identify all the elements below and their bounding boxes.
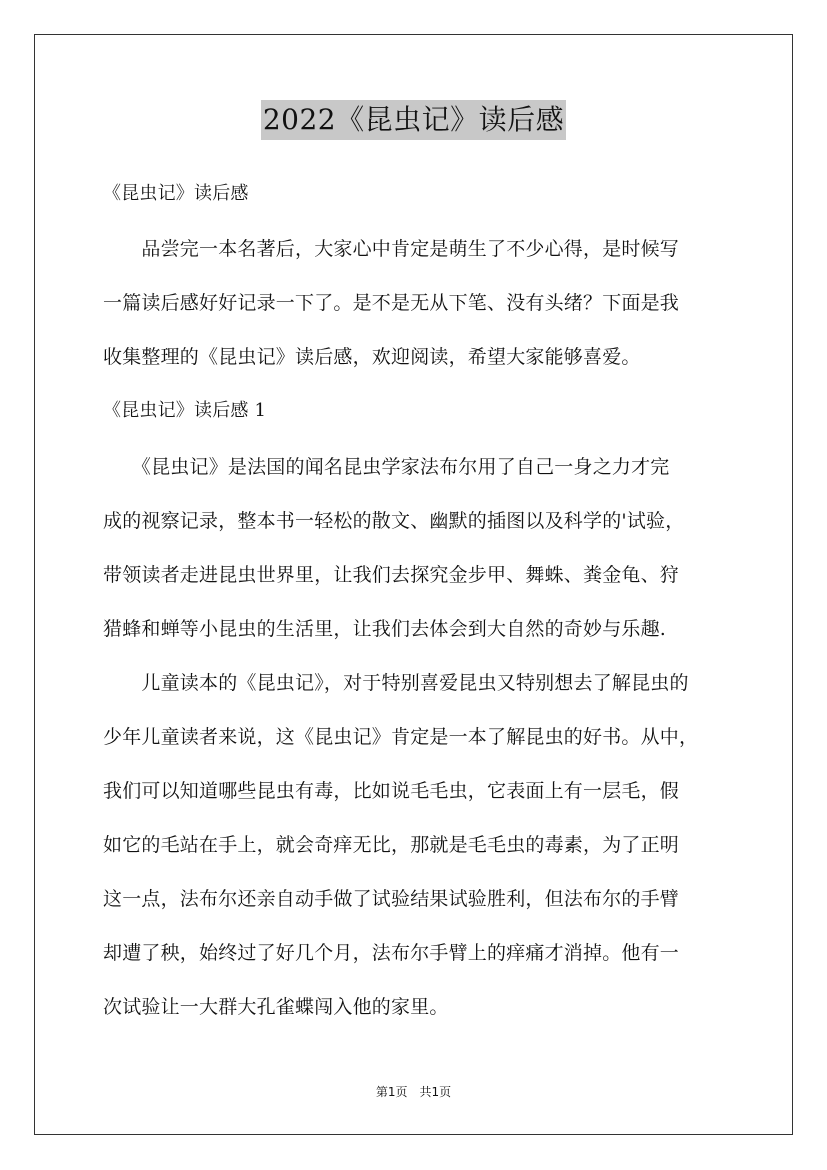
paragraph1-line-3: 带领读者走进昆虫世界里，让我们去探究金步甲、舞蛛、粪金龟、狩	[103, 564, 680, 586]
paragraph2-line-7: 次试验让一大群大孔雀蝶闯入他的家里。	[103, 996, 449, 1018]
paragraph2-line-2: 少年儿童读者来说，这《昆虫记》肯定是一本了解昆虫的好书。从中，	[103, 726, 699, 748]
document-heading: 《昆虫记》读后感	[103, 183, 249, 204]
paragraph2-line-4: 如它的毛站在手上，就会奇痒无比，那就是毛毛虫的毒素，为了正明	[103, 834, 680, 856]
intro-line-3: 收集整理的《昆虫记》读后感，欢迎阅读，希望大家能够喜爱。	[103, 346, 641, 368]
intro-line-1: 品尝完一本名著后，大家心中肯定是萌生了不少心得，是时候写	[103, 238, 680, 260]
paragraph2-line-3: 我们可以知道哪些昆虫有毒，比如说毛毛虫，它表面上有一层毛，假	[103, 780, 680, 802]
document-title: 2022《昆虫记》读后感	[261, 100, 566, 140]
intro-line-2: 一篇读后感好好记录一下了。是不是无从下笔、没有头绪？下面是我	[103, 292, 680, 314]
paragraph2-line-6: 却遭了秧，始终过了好几个月，法布尔手臂上的痒痛才消掉。他有一	[103, 942, 680, 964]
paragraph2-line-5: 这一点，法布尔还亲自动手做了试验结果试验胜利，但法布尔的手臂	[103, 888, 680, 910]
paragraph2-line-1: 儿童读本的《昆虫记》，对于特别喜爱昆虫又特别想去了解昆虫的	[103, 672, 689, 694]
title-container	[0, 100, 827, 140]
page-footer: 第1页 共1页	[375, 1085, 452, 1099]
paragraph1-line-2: 成的视察记录，整本书一轻松的散文、幽默的插图以及科学的'试验，	[103, 510, 685, 532]
paragraph1-line-4: 猎蜂和蝉等小昆虫的生活里，让我们去体会到大自然的奇妙与乐趣.	[103, 618, 667, 640]
paragraph1-line-1: 《昆虫记》是法国的闻名昆虫学家法布尔用了自己一身之力才完	[103, 456, 670, 478]
section-heading: 《昆虫记》读后感 1	[103, 400, 267, 421]
